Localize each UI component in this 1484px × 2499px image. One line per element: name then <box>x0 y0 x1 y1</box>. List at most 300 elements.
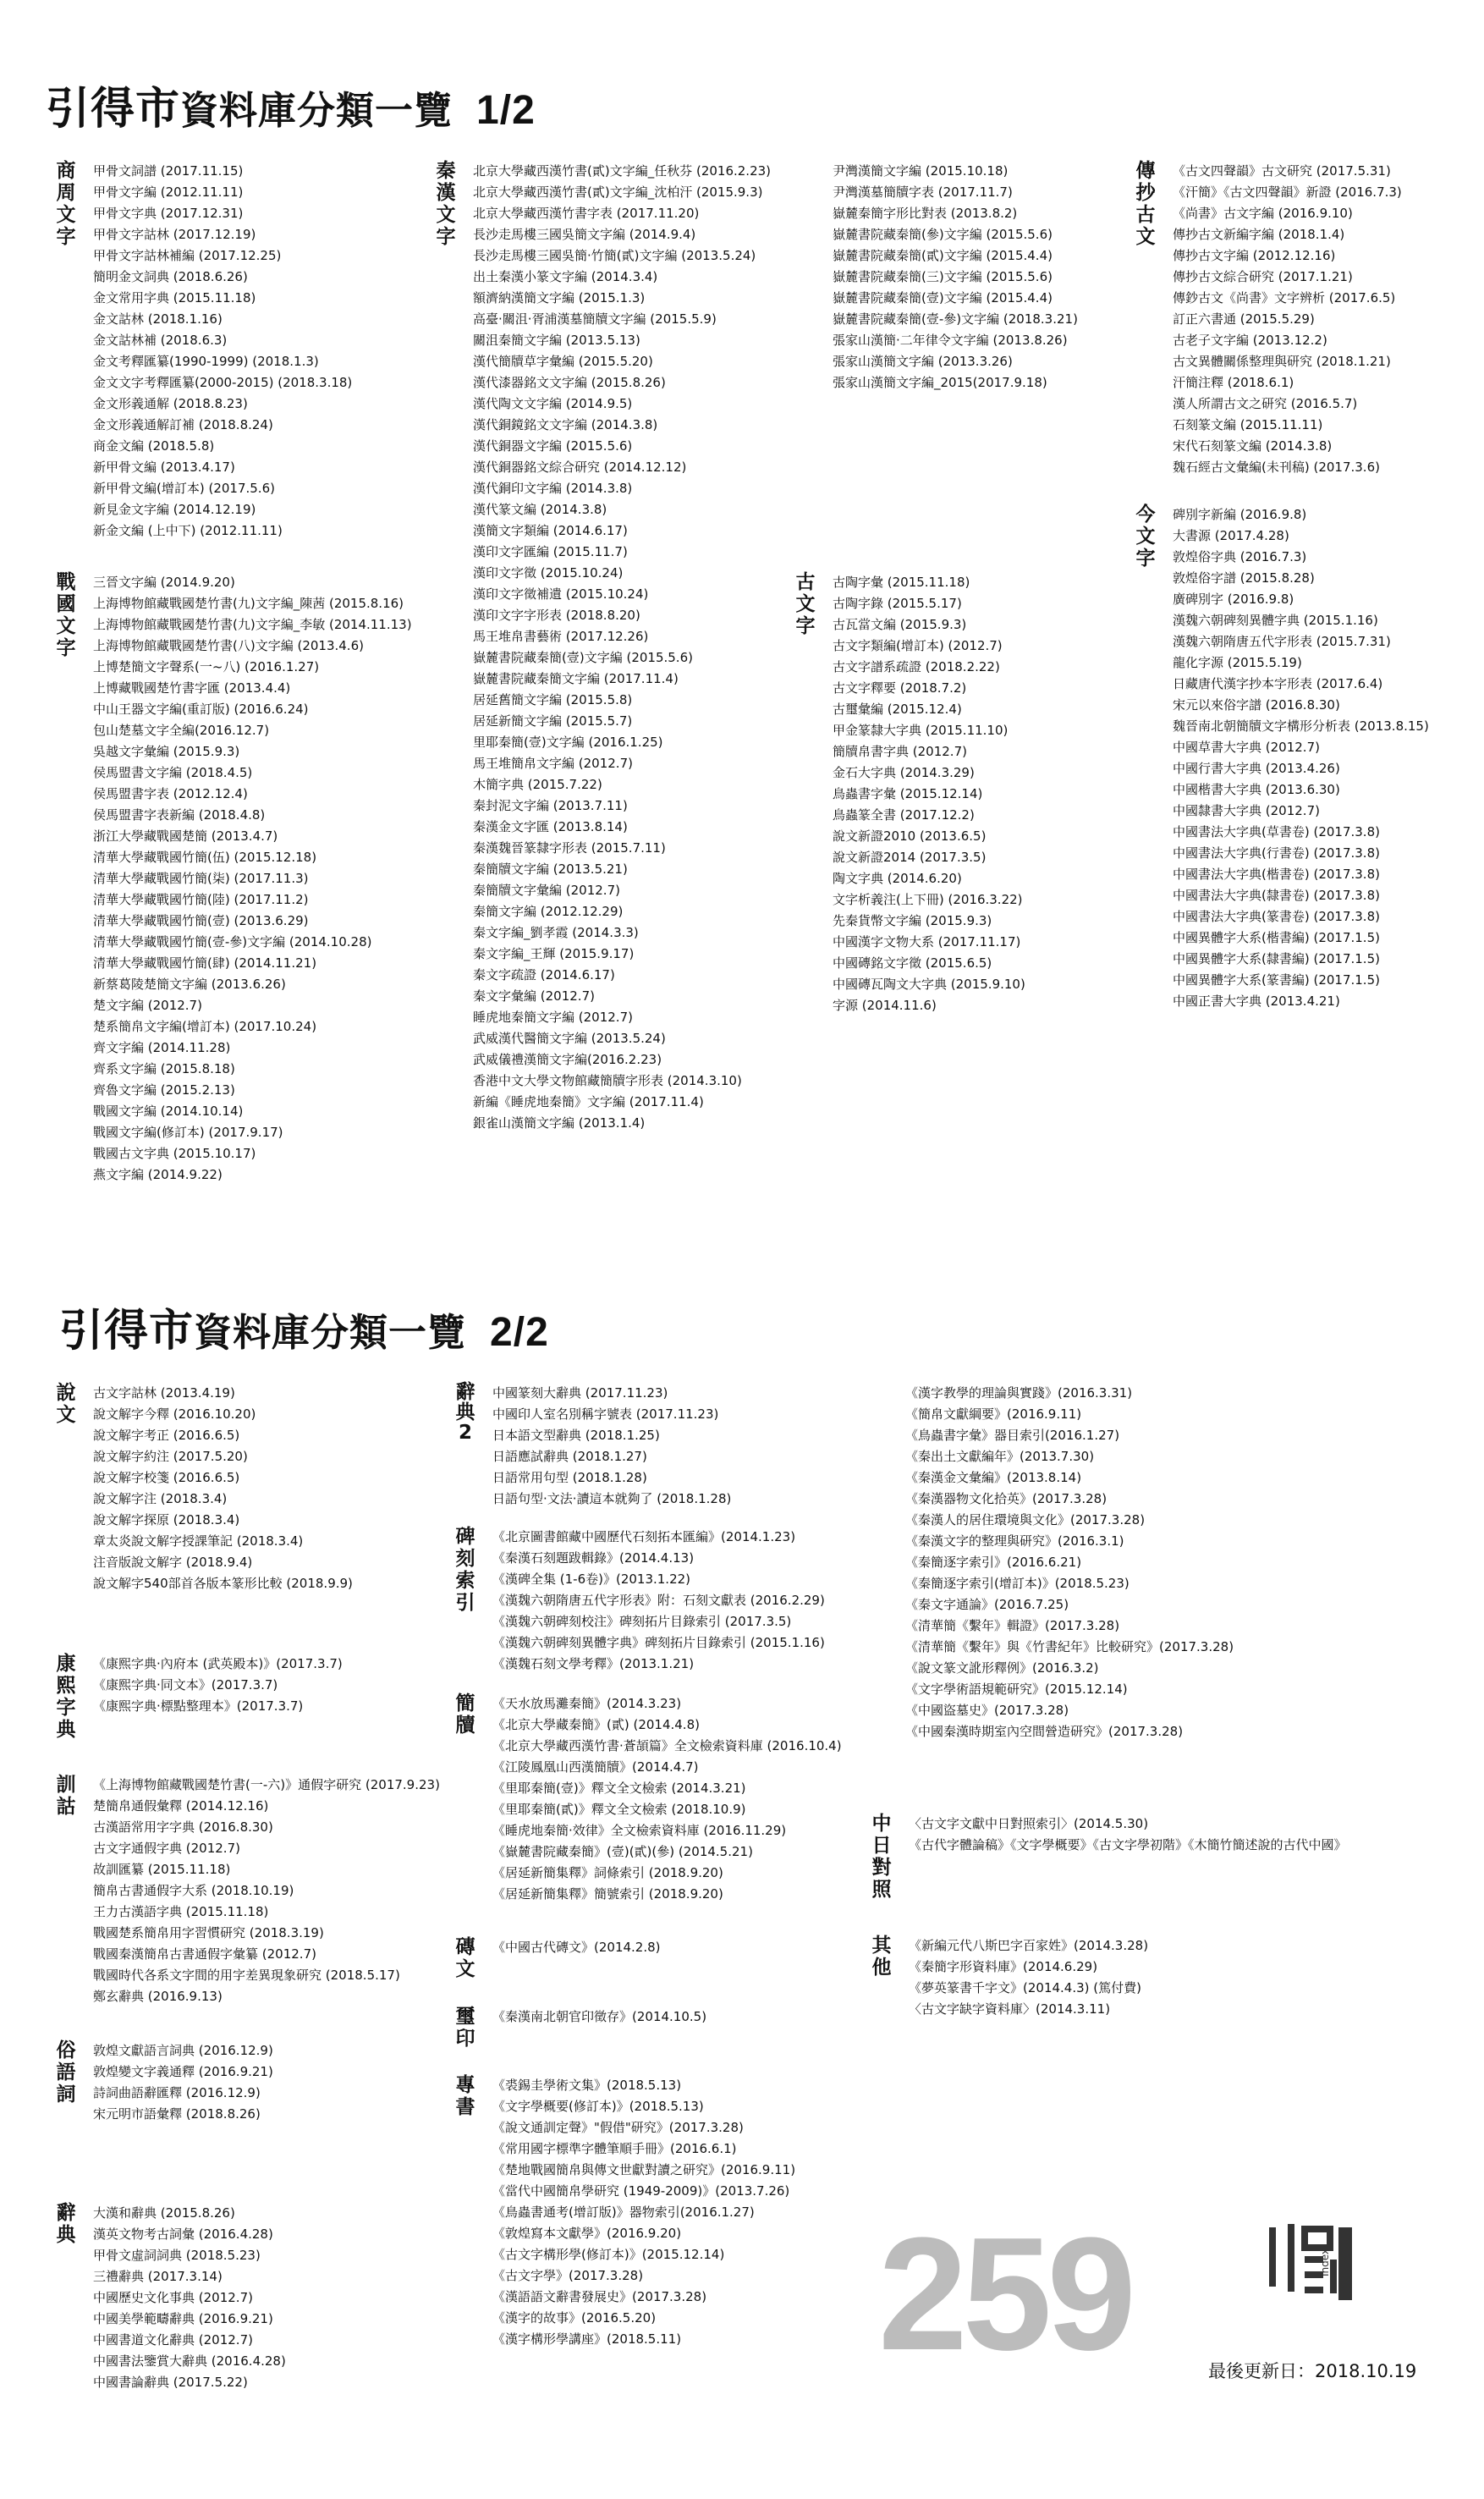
list-item[interactable]: 《漢魏六朝碑刻校注》碑刻拓片目錄索引 (2017.3.5) <box>492 1614 792 1629</box>
title-text: 資料庫分類一覽 <box>194 1310 467 1355</box>
list-item[interactable]: 新甲骨文編(增訂本) (2017.5.6) <box>93 481 275 496</box>
list-item[interactable]: 《說文通訓定聲》"假借"研究》(2017.3.28) <box>492 2120 744 2135</box>
list-item[interactable]: 中國篆刻大辭典 (2017.11.23) <box>492 1385 668 1401</box>
list-item[interactable]: 清華大學藏戰國竹簡(陸) (2017.11.2) <box>93 892 309 907</box>
list-item[interactable]: 《漢魏六朝隋唐五代字形表》附：石刻文獻表 (2016.2.29) <box>492 1593 825 1608</box>
list-item[interactable]: 新金文編 (上中下) (2012.11.11) <box>93 523 283 538</box>
list-item[interactable]: 龍化字源 (2015.5.19) <box>1173 655 1302 670</box>
entry-list <box>1173 161 1402 478</box>
list-item[interactable]: 《新編元代八斯巴字百家姓》(2014.3.28) <box>909 1938 1149 1953</box>
list-item[interactable]: 居延新簡文字編 (2015.5.7) <box>473 713 633 729</box>
list-item[interactable]: 說文解字探原 (2018.3.4) <box>93 1512 240 1527</box>
list-item[interactable]: 香港中文大學文物館藏簡牘字形表 (2014.3.10) <box>473 1073 742 1088</box>
list-item[interactable]: 武威儀禮漢簡文字編(2016.2.23) <box>473 1052 662 1067</box>
list-item[interactable]: 王力古漢語字典 (2015.11.18) <box>93 1904 269 1919</box>
list-item[interactable]: 〈古文字文獻中日對照索引〉(2014.5.30) <box>909 1816 1149 1831</box>
list-item[interactable]: 漢魏六朝隋唐五代字形表 (2015.7.31) <box>1173 634 1391 649</box>
list-item[interactable]: 出土秦漢小篆文字編 (2014.3.4) <box>473 269 658 284</box>
list-item[interactable]: 新蔡葛陵楚簡文字編 (2013.6.26) <box>93 977 286 992</box>
list-item[interactable]: 中國行書大字典 (2013.4.26) <box>1173 761 1340 776</box>
list-item[interactable]: 《清華簡《繫年》與《竹書紀年》比較研究》(2017.3.28) <box>905 1639 1234 1654</box>
list-item[interactable]: 秦簡文字編 (2012.12.29) <box>473 904 624 919</box>
list-item[interactable]: 《漢語語文辭書發展史》(2017.3.28) <box>492 2289 707 2304</box>
list-item[interactable]: 《夢英篆書千字文》(2014.4.3) (篤付費) <box>909 1980 1141 1995</box>
list-item[interactable]: 三晉文字編 (2014.9.20) <box>93 575 235 590</box>
list-item[interactable]: 新甲骨文編 (2013.4.17) <box>93 460 235 475</box>
list-item[interactable]: 中國磚瓦陶文大字典 (2015.9.10) <box>833 977 1025 992</box>
list-item[interactable]: 甲骨文字詁林 (2017.12.19) <box>93 227 256 242</box>
list-item[interactable]: 敦煌俗字譜 (2015.8.28) <box>1173 570 1315 586</box>
list-item[interactable]: 中國漢字文物大系 (2017.11.17) <box>833 934 1021 950</box>
list-item[interactable]: 鳥蟲篆全書 (2017.12.2) <box>833 807 975 823</box>
list-item[interactable]: 《秦漢金文彙編》(2013.8.14) <box>905 1470 1082 1485</box>
list-item[interactable]: 上海博物館藏戰國楚竹書(八)文字編 (2013.4.6) <box>93 638 364 653</box>
list-item[interactable]: 中山王器文字編(重訂版) (2016.6.24) <box>93 702 309 717</box>
list-item[interactable]: 中國楷書大字典 (2013.6.30) <box>1173 782 1340 797</box>
list-item[interactable]: 《漢魏六朝碑刻異體字典》碑刻拓片目錄索引 (2015.1.16) <box>492 1635 825 1650</box>
list-item[interactable]: 秦封泥文字編 (2013.7.11) <box>473 798 628 813</box>
list-item[interactable]: 古漢語常用字字典 (2016.8.30) <box>93 1819 273 1835</box>
list-item[interactable]: 文字析義注(上下冊) (2016.3.22) <box>833 892 1023 907</box>
list-item[interactable]: 大書源 (2017.4.28) <box>1173 528 1289 543</box>
entry-list <box>93 1775 440 2007</box>
list-item[interactable]: 先秦貨幣文字編 (2015.9.3) <box>833 913 992 928</box>
list-item[interactable]: 金石大字典 (2014.3.29) <box>833 765 975 780</box>
list-item[interactable]: 《北京大學藏西漢竹書‧蒼頡篇》全文檢索資料庫 (2016.10.4) <box>492 1738 842 1753</box>
list-item[interactable]: 清華大學藏戰國竹簡(柒) (2017.11.3) <box>93 871 309 886</box>
list-item[interactable]: 北京大學藏西漢竹書(貳)文字編_任秋芬 (2016.2.23) <box>473 163 772 179</box>
list-item[interactable]: 漢代漆器銘文文字編 (2015.8.26) <box>473 375 666 390</box>
category-label: 碑刻索引 <box>455 1526 475 1614</box>
list-item[interactable]: 新編《睡虎地秦簡》文字編 (2017.11.4) <box>473 1094 704 1109</box>
list-item[interactable]: 古陶字彙 (2015.11.18) <box>833 575 970 590</box>
list-item[interactable]: 《古文字學》(2017.3.28) <box>492 2268 644 2283</box>
title-brand: 引得市 <box>46 84 181 135</box>
category-label: 秦漢文字 <box>436 160 456 248</box>
list-item[interactable]: 嶽麓秦簡字形比對表 (2013.8.2) <box>833 206 1018 221</box>
list-item[interactable]: 中國美學範疇辭典 (2016.9.21) <box>93 2311 273 2326</box>
list-item[interactable]: 齊魯文字編 (2015.2.13) <box>93 1082 235 1098</box>
list-item[interactable]: 楚文字編 (2012.7) <box>93 998 202 1013</box>
list-item[interactable]: 傳抄古文綜合研究 (2017.1.21) <box>1173 269 1353 284</box>
list-item[interactable]: 漢代銅器文字編 (2015.5.6) <box>473 438 633 454</box>
list-item[interactable]: 碑別字新編 (2016.9.8) <box>1173 507 1307 522</box>
list-item[interactable]: 關沮秦簡文字編 (2013.5.13) <box>473 333 640 348</box>
list-item[interactable]: 古文字通假字典 (2012.7) <box>93 1841 240 1856</box>
list-item[interactable]: 齊系文字編 (2015.8.18) <box>93 1061 235 1076</box>
list-item[interactable]: 古文字譜系疏證 (2018.2.22) <box>833 659 1000 674</box>
list-item[interactable]: 章太炎說文解字授課筆記 (2018.3.4) <box>93 1533 304 1549</box>
list-item[interactable]: 燕文字編 (2014.9.22) <box>93 1167 223 1182</box>
list-item[interactable]: 中國書法大字典(草書卷) (2017.3.8) <box>1173 824 1380 839</box>
list-item[interactable]: 上海博物館藏戰國楚竹書(九)文字編_李敏 (2014.11.13) <box>93 617 412 632</box>
list-item[interactable]: 鳥蟲書字彙 (2015.12.14) <box>833 786 983 801</box>
category-label: 辭典2 <box>455 1381 475 1444</box>
list-item[interactable]: 傳抄古文字編 (2012.12.16) <box>1173 248 1336 263</box>
list-item[interactable]: 《秦文字通論》(2016.7.25) <box>905 1597 1069 1612</box>
list-item[interactable]: 《康熙字典‧同文本》(2017.3.7) <box>93 1677 278 1693</box>
list-item[interactable]: 甲金篆隸大字典 (2015.11.10) <box>833 723 1009 738</box>
entry-list <box>93 1654 343 1717</box>
list-item[interactable]: 楚系簡帛文字編(增訂本) (2017.10.24) <box>93 1019 317 1034</box>
list-item[interactable]: 敦煌俗字典 (2016.7.3) <box>1173 549 1307 564</box>
list-item[interactable]: 秦文字編_王輝 (2015.9.17) <box>473 946 635 961</box>
list-item[interactable]: 浙江大學藏戰國楚簡 (2013.4.7) <box>93 828 278 844</box>
list-item[interactable]: 大漢和辭典 (2015.8.26) <box>93 2205 235 2221</box>
list-item[interactable]: 中國書法大字典(篆書卷) (2017.3.8) <box>1173 909 1380 924</box>
list-item[interactable]: 尹灣漢簡文字編 (2015.10.18) <box>833 163 1009 179</box>
entry-list <box>492 1937 661 1958</box>
list-item[interactable]: 中國隸書大字典 (2012.7) <box>1173 803 1320 818</box>
list-item[interactable]: 宋代石刻篆文編 (2014.3.8) <box>1173 438 1333 454</box>
list-item[interactable]: 甲骨文字典 (2017.12.31) <box>93 206 244 221</box>
list-item[interactable]: 居延舊簡文字編 (2015.5.8) <box>473 692 633 707</box>
list-item[interactable]: 漢代陶文文字編 (2014.9.5) <box>473 396 633 411</box>
category-label: 傳抄古文 <box>1135 160 1156 248</box>
list-item[interactable]: 金文詁林補 (2018.6.3) <box>93 333 228 348</box>
list-item[interactable]: 漢代銅器銘文綜合研究 (2014.12.12) <box>473 460 687 475</box>
list-item[interactable]: 甲骨文字編 (2012.11.11) <box>93 184 244 200</box>
list-item[interactable]: 《秦簡字形資料庫》(2014.6.29) <box>909 1959 1098 1974</box>
entry-list <box>492 1693 842 1905</box>
list-item[interactable]: 武威漢代醫簡文字編 (2013.5.24) <box>473 1031 666 1046</box>
list-item[interactable]: 清華大學藏戰國竹簡(壹-參)文字編 (2014.10.28) <box>93 934 372 950</box>
list-item[interactable]: 《古文四聲韻》古文研究 (2017.5.31) <box>1173 163 1391 179</box>
list-item[interactable]: 金文形義通解 (2018.8.23) <box>93 396 248 411</box>
list-item[interactable]: 日語句型‧文法‧讀這本就夠了 (2018.1.28) <box>492 1491 732 1506</box>
list-item[interactable]: 《中國盜墓史》(2017.3.28) <box>905 1703 1069 1718</box>
entry-list <box>492 1383 731 1510</box>
list-item[interactable]: 甲骨文字詁林補編 (2017.12.25) <box>93 248 282 263</box>
list-item[interactable]: 漢代銅鏡銘文文字編 (2014.3.8) <box>473 417 658 432</box>
list-item[interactable]: 嶽麓書院藏秦簡(壹)文字編 (2015.5.6) <box>473 650 693 665</box>
list-item[interactable]: 《中國古代磚文》(2014.2.8) <box>492 1940 661 1955</box>
list-item[interactable]: 魏晉南北朝簡牘文字構形分析表 (2013.8.15) <box>1173 718 1429 734</box>
list-item[interactable]: 吳越文字彙編 (2015.9.3) <box>93 744 240 759</box>
list-item[interactable]: 戰國時代各系文字間的用字差異現象研究 (2018.5.17) <box>93 1968 400 1983</box>
list-item[interactable]: 簡牘帛書字典 (2012.7) <box>833 744 967 759</box>
list-item[interactable]: 《天水放馬灘秦簡》(2014.3.23) <box>492 1696 682 1711</box>
list-item[interactable]: 《鳥蟲書字彙》器目索引(2016.1.27) <box>905 1428 1120 1443</box>
list-item[interactable]: 說文解字考正 (2016.6.5) <box>93 1428 240 1443</box>
list-item[interactable]: 漢簡文字類編 (2014.6.17) <box>473 523 628 538</box>
list-item[interactable]: 《文字學概要(修訂本)》(2018.5.13) <box>492 2099 704 2114</box>
list-item[interactable]: 中國書道文化辭典 (2012.7) <box>93 2332 253 2348</box>
list-item[interactable]: 中國歷史文化事典 (2012.7) <box>93 2290 253 2305</box>
list-item[interactable]: 《文字學術語規範研究》(2015.12.14) <box>905 1682 1128 1697</box>
list-item[interactable]: 《北京大學藏秦簡》(貳) (2014.4.8) <box>492 1717 700 1732</box>
list-item[interactable]: 敦煌文獻語言詞典 (2016.12.9) <box>93 2043 273 2058</box>
list-item[interactable]: 古瓦當文編 (2015.9.3) <box>833 617 967 632</box>
list-item[interactable]: 《秦出土文獻編年》(2013.7.30) <box>905 1449 1095 1464</box>
list-item[interactable]: 《常用國字標準字體筆順手冊》(2016.6.1) <box>492 2141 737 2156</box>
list-item[interactable]: 秦簡牘文字彙編 (2012.7) <box>473 883 620 898</box>
list-item[interactable]: 中國草書大字典 (2012.7) <box>1173 740 1320 755</box>
list-item[interactable]: 侯馬盟書字表 (2012.12.4) <box>93 786 248 801</box>
list-item[interactable]: 魏石經古文彙編(未刊稿) (2017.3.6) <box>1173 460 1380 475</box>
last-updated: 最後更新日：2018.10.19 <box>1208 2361 1417 2381</box>
list-item[interactable]: 中國書論辭典 (2017.5.22) <box>93 2375 248 2390</box>
list-item[interactable]: 馬王堆簡帛文字編 (2012.7) <box>473 756 633 771</box>
list-item[interactable]: 楚簡帛通假彙釋 (2014.12.16) <box>93 1798 269 1814</box>
list-item[interactable]: 鄭玄辭典 (2016.9.13) <box>93 1989 223 2004</box>
list-item[interactable]: 里耶秦簡(壹)文字編 (2016.1.25) <box>473 735 663 750</box>
list-item[interactable]: 注音版說文解字 (2018.9.4) <box>93 1555 253 1570</box>
list-item[interactable]: 說文新證2014 (2017.3.5) <box>833 850 987 865</box>
list-item[interactable]: 清華大學藏戰國竹簡(壹) (2013.6.29) <box>93 913 309 928</box>
list-item[interactable]: 《漢字的故事》(2016.5.20) <box>492 2310 657 2326</box>
list-item[interactable]: 《秦漢石刻題跋輯錄》(2014.4.13) <box>492 1550 695 1566</box>
list-item[interactable]: 古璽彙編 (2015.12.4) <box>833 702 962 717</box>
list-item[interactable]: 漢印文字匯編 (2015.11.7) <box>473 544 628 559</box>
list-item[interactable]: 《漢魏石刻文學考釋》(2013.1.21) <box>492 1656 695 1671</box>
list-item[interactable]: 秦文字編_劉孝霞 (2014.3.3) <box>473 925 639 940</box>
list-item[interactable]: 戰國秦漢簡帛古書通假字彙纂 (2012.7) <box>93 1946 316 1962</box>
list-item[interactable]: 漢代銅印文字編 (2014.3.8) <box>473 481 633 496</box>
list-item[interactable]: 《秦簡逐字索引(增訂本)》(2018.5.23) <box>905 1576 1129 1591</box>
list-item[interactable]: 張家山漢簡‧二年律令文字編 (2013.8.26) <box>833 333 1068 348</box>
list-item[interactable]: 說文新證2010 (2013.6.5) <box>833 828 987 844</box>
list-item[interactable]: 新見金文字編 (2014.12.19) <box>93 502 256 517</box>
entry-list <box>93 161 352 542</box>
list-item[interactable]: 金文形義通解訂補 (2018.8.24) <box>93 417 273 432</box>
entry-list <box>1173 504 1429 1012</box>
list-item[interactable]: 戰國文字編(修訂本) (2017.9.17) <box>93 1125 283 1140</box>
list-item[interactable]: 說文解字注 (2018.3.4) <box>93 1491 228 1506</box>
entry-list <box>93 1383 353 1594</box>
list-item[interactable]: 嶽麓書院藏秦簡(參)文字編 (2015.5.6) <box>833 227 1053 242</box>
list-item[interactable]: 陶文字典 (2014.6.20) <box>833 871 962 886</box>
list-item[interactable]: 故訓匯纂 (2015.11.18) <box>93 1862 231 1877</box>
list-item[interactable]: 《江陵鳳凰山西漢簡牘》(2014.4.7) <box>492 1759 699 1775</box>
list-item[interactable]: 《北京圖書館藏中國歷代石刻拓本匯編》(2014.1.23) <box>492 1529 796 1544</box>
list-item[interactable]: 《鳥蟲書通考(增訂版)》器物索引(2016.1.27) <box>492 2205 755 2220</box>
list-item[interactable]: 《尚書》古文字編 (2016.9.10) <box>1173 206 1353 221</box>
list-item[interactable]: 《漢字教學的理論與實踐》(2016.3.31) <box>905 1385 1133 1401</box>
list-item[interactable]: 尹灣漢墓簡牘字表 (2017.11.7) <box>833 184 1013 200</box>
list-item[interactable]: 古文字詁林 (2013.4.19) <box>93 1385 235 1401</box>
list-item[interactable]: 《康熙字典‧標點整理本》(2017.3.7) <box>93 1698 304 1714</box>
list-item[interactable]: 中國正書大字典 (2013.4.21) <box>1173 994 1340 1009</box>
list-item[interactable]: 日本語文型辭典 (2018.1.25) <box>492 1428 660 1443</box>
list-item[interactable]: 《漢字構形學講座》(2018.5.11) <box>492 2331 682 2347</box>
category-label: 俗語詞 <box>56 2039 76 2105</box>
entry-list <box>909 1814 1347 1856</box>
list-item[interactable]: 中國書法大字典(行書卷) (2017.3.8) <box>1173 845 1380 861</box>
title-page-fraction: 2/2 <box>490 1310 549 1355</box>
category-label: 說文 <box>56 1382 76 1426</box>
list-item[interactable]: 上博藏戰國楚竹書字匯 (2013.4.4) <box>93 680 291 696</box>
list-item[interactable]: 中國磚銘文字徵 (2015.6.5) <box>833 955 992 971</box>
list-item[interactable]: 張家山漢簡文字編_2015(2017.9.18) <box>833 375 1047 390</box>
entry-list <box>93 572 412 1186</box>
list-item[interactable]: 商金文編 (2018.5.8) <box>93 438 215 454</box>
list-item[interactable]: 秦簡牘文字編 (2013.5.21) <box>473 861 628 877</box>
list-item[interactable]: 《秦簡逐字索引》(2016.6.21) <box>905 1555 1082 1570</box>
list-item[interactable]: 戰國楚系簡帛用字習慣研究 (2018.3.19) <box>93 1925 324 1940</box>
list-item[interactable]: 北京大學藏西漢竹書字表 (2017.11.20) <box>473 206 700 221</box>
list-item[interactable]: 中國異體字大系(篆書編) (2017.1.5) <box>1173 972 1380 988</box>
title-brand: 引得市 <box>59 1306 195 1357</box>
list-item[interactable]: 清華大學藏戰國竹簡(肆) (2014.11.21) <box>93 955 317 971</box>
list-item[interactable]: 高臺‧關沮‧胥浦漢墓簡牘文字編 (2015.5.9) <box>473 311 717 327</box>
list-item[interactable]: 字源 (2014.11.6) <box>833 998 937 1013</box>
list-item[interactable]: 宋元以來俗字譜 (2016.8.30) <box>1173 697 1340 713</box>
list-item[interactable]: 漢英文物考古詞彙 (2016.4.28) <box>93 2227 273 2242</box>
list-item[interactable]: 金文詁林 (2018.1.16) <box>93 311 223 327</box>
list-item[interactable]: 敦煌變文字義通釋 (2016.9.21) <box>93 2064 273 2079</box>
list-item[interactable]: 嶽麓書院藏秦簡(三)文字編 (2015.5.6) <box>833 269 1053 284</box>
list-item[interactable]: 中國異體字大系(楷書編) (2017.1.5) <box>1173 930 1380 945</box>
list-item[interactable]: 日語常用句型 (2018.1.28) <box>492 1470 647 1485</box>
list-item[interactable]: 上博楚簡文字聲系(一~八) (2016.1.27) <box>93 659 320 674</box>
list-item[interactable]: 金文常用字典 (2015.11.18) <box>93 290 256 305</box>
list-item[interactable]: 《楚地戰國簡帛與傳文世獻對讀之研究》(2016.9.11) <box>492 2162 796 2177</box>
list-item[interactable]: 中國書法鑒賞大辭典 (2016.4.28) <box>93 2353 286 2369</box>
list-item[interactable]: 《居延新簡集釋》簡號索引 (2018.9.20) <box>492 1886 723 1902</box>
entry-list <box>833 161 1078 394</box>
list-item[interactable]: 古文字釋要 (2018.7.2) <box>833 680 967 696</box>
list-item[interactable]: 說文解字今釋 (2016.10.20) <box>93 1406 256 1422</box>
list-item[interactable]: 張家山漢簡文字編 (2013.3.26) <box>833 354 1013 369</box>
list-item[interactable]: 《清華簡《繫年》輯證》(2017.3.28) <box>905 1618 1120 1633</box>
list-item[interactable]: 漢印文字徵補遺 (2015.10.24) <box>473 586 649 602</box>
list-item[interactable]: 《裘錫圭學術文集》(2018.5.13) <box>492 2078 682 2093</box>
list-item[interactable]: 《敦煌寫本文獻學》(2016.9.20) <box>492 2226 682 2241</box>
entry-list <box>492 2006 706 2028</box>
page-title-2 <box>59 1295 549 1358</box>
list-item[interactable]: 漢代篆文編 (2014.3.8) <box>473 502 607 517</box>
list-item[interactable]: 《秦漢器物文化拾英》(2017.3.28) <box>905 1491 1108 1506</box>
list-item[interactable]: 漢魏六朝碑刻異體字典 (2015.1.16) <box>1173 613 1378 628</box>
entry-list <box>833 572 1025 1016</box>
list-item[interactable]: 石刻篆文編 (2015.11.11) <box>1173 417 1323 432</box>
category-label: 訓詁 <box>56 1774 76 1818</box>
list-item[interactable]: 睡虎地秦簡文字編 (2012.7) <box>473 1010 633 1025</box>
list-item[interactable]: 戰國文字編 (2014.10.14) <box>93 1104 244 1119</box>
category-label: 磚文 <box>455 1936 475 1980</box>
list-item[interactable]: 《中國秦漢時期室內空間營造研究》(2017.3.28) <box>905 1724 1184 1739</box>
list-item[interactable]: 訂正六書通 (2015.5.29) <box>1173 311 1315 327</box>
list-item[interactable]: 古文字類編(增訂本) (2012.7) <box>833 638 1003 653</box>
list-item[interactable]: 宋元明市語彙釋 (2018.8.26) <box>93 2106 261 2122</box>
list-item[interactable]: 齊文字編 (2014.11.28) <box>93 1040 231 1055</box>
list-item[interactable]: 《古代字體論稿》《文字學概要》《古文字學初階》《木簡竹簡述說的古代中國》 <box>909 1837 1347 1852</box>
list-item[interactable]: 汗簡注釋 (2018.6.1) <box>1173 375 1294 390</box>
list-item[interactable]: 《睡虎地秦簡‧效律》全文檢索資料庫 (2016.11.29) <box>492 1823 787 1838</box>
category-label: 璽印 <box>455 2006 475 2050</box>
list-item[interactable]: 說文解字540部首各版本篆形比較 (2018.9.9) <box>93 1576 353 1591</box>
list-item[interactable]: 《嶽麓書院藏秦簡》(壹)(貳)(參) (2014.5.21) <box>492 1844 753 1859</box>
list-item[interactable]: 《秦漢文字的整理與研究》(2016.3.1) <box>905 1533 1124 1549</box>
list-item[interactable]: 日藏唐代漢字抄本字形表 (2017.6.4) <box>1173 676 1383 691</box>
list-item[interactable]: 古文異體關係整理與研究 (2018.1.21) <box>1173 354 1391 369</box>
list-item[interactable]: 漢代簡牘草字彙編 (2015.5.20) <box>473 354 653 369</box>
list-item[interactable]: 包山楚墓文字全編(2016.12.7) <box>93 723 270 738</box>
list-item[interactable]: 《古文字構形學(修訂本)》(2015.12.14) <box>492 2247 725 2262</box>
entry-list <box>492 1527 825 1675</box>
list-item[interactable]: 《秦漢人的居住環境與文化》(2017.3.28) <box>905 1512 1146 1527</box>
list-item[interactable]: 秦漢金文字匯 (2013.8.14) <box>473 819 628 834</box>
list-item[interactable]: 戰國古文字典 (2015.10.17) <box>93 1146 256 1161</box>
list-item[interactable]: 木簡字典 (2015.7.22) <box>473 777 602 792</box>
list-item[interactable]: 簡明金文詞典 (2018.6.26) <box>93 269 248 284</box>
category-label: 戰國文字 <box>56 571 76 659</box>
list-item[interactable]: 《里耶秦簡(壹)》釋文全文檢索 (2014.3.21) <box>492 1781 746 1796</box>
list-item[interactable]: 詩詞曲語辭匯釋 (2016.12.9) <box>93 2085 261 2100</box>
list-item[interactable]: 嶽麓書院藏秦簡(壹)文字編 (2015.4.4) <box>833 290 1053 305</box>
entry-list <box>909 1935 1148 2020</box>
list-item[interactable]: 傳鈔古文《尚書》文字辨析 (2017.6.5) <box>1173 290 1396 305</box>
list-item[interactable]: 長沙走馬樓三國吳簡文字編 (2014.9.4) <box>473 227 696 242</box>
list-item[interactable]: 簡帛古書通假字大系 (2018.10.19) <box>93 1883 294 1898</box>
list-item[interactable]: 漢人所謂古文之研究 (2016.5.7) <box>1173 396 1358 411</box>
list-item[interactable]: 《當代中國簡帛學研究 (1949-2009)》(2013.7.26) <box>492 2183 790 2199</box>
list-item[interactable]: 北京大學藏西漢竹書(貳)文字編_沈柏汗 (2015.9.3) <box>473 184 763 200</box>
entry-list <box>93 2040 273 2125</box>
list-item[interactable]: 《居延新簡集釋》詞條索引 (2018.9.20) <box>492 1865 723 1880</box>
list-item[interactable]: 中國印人室名別稱字號表 (2017.11.23) <box>492 1406 719 1422</box>
list-item[interactable]: 漢印文字徵 (2015.10.24) <box>473 565 624 581</box>
category-label: 中日對照 <box>871 1813 892 1901</box>
list-item[interactable]: 〈古文字缺字資料庫〉(2014.3.11) <box>909 2001 1111 2017</box>
list-item[interactable]: 《康熙字典‧內府本 (武英殿本)》(2017.3.7) <box>93 1656 343 1671</box>
list-item[interactable]: 古陶字錄 (2015.5.17) <box>833 596 962 611</box>
list-item[interactable]: 上海博物館藏戰國楚竹書(九)文字編_陳茜 (2015.8.16) <box>93 596 404 611</box>
list-item[interactable]: 《汗簡》《古文四聲韻》新證 (2016.7.3) <box>1173 184 1402 200</box>
list-item[interactable]: 中國書法大字典(隸書卷) (2017.3.8) <box>1173 888 1380 903</box>
list-item[interactable]: 長沙走馬樓三國吳簡‧竹簡(貳)文字編 (2013.5.24) <box>473 248 756 263</box>
list-item[interactable]: 甲骨文虛詞詞典 (2018.5.23) <box>93 2248 261 2263</box>
list-item[interactable]: 清華大學藏戰國竹簡(伍) (2015.12.18) <box>93 850 317 865</box>
list-item[interactable]: 中國異體字大系(隸書編) (2017.1.5) <box>1173 951 1380 966</box>
list-item[interactable]: 嶽麓書院藏秦簡(貳)文字編 (2015.4.4) <box>833 248 1053 263</box>
category-label: 簡牘 <box>455 1693 475 1737</box>
list-item[interactable]: 秦漢魏晉篆隸字形表 (2015.7.11) <box>473 840 666 856</box>
list-item[interactable]: 金文文字考釋匯纂(2000-2015) (2018.3.18) <box>93 375 353 390</box>
list-item[interactable]: 秦文字疏證 (2014.6.17) <box>473 967 615 983</box>
list-item[interactable]: 銀雀山漢簡文字編 (2013.1.4) <box>473 1115 646 1131</box>
list-item[interactable]: 《簡帛文獻綱要》(2016.9.11) <box>905 1406 1082 1422</box>
list-item[interactable]: 日語應試辭典 (2018.1.27) <box>492 1449 647 1464</box>
list-item[interactable]: 說文解字校箋 (2016.6.5) <box>93 1470 240 1485</box>
list-item[interactable]: 三禮辭典 (2017.3.14) <box>93 2269 223 2284</box>
list-item[interactable]: 傳抄古文新編字編 (2018.1.4) <box>1173 227 1345 242</box>
list-item[interactable]: 甲骨文詞譜 (2017.11.15) <box>93 163 244 179</box>
category-label: 辭典 <box>56 2202 76 2246</box>
list-item[interactable]: 秦文字彙編 (2012.7) <box>473 988 595 1004</box>
list-item[interactable]: 漢印文字字形表 (2018.8.20) <box>473 608 640 623</box>
list-item[interactable]: 額濟納漢簡文字編 (2015.1.3) <box>473 290 646 305</box>
list-item[interactable]: 廣碑別字 (2016.9.8) <box>1173 592 1294 607</box>
list-item[interactable]: 嶽麓書院藏秦簡(壹-參)文字編 (2018.3.21) <box>833 311 1078 327</box>
list-item[interactable]: 馬王堆帛書藝術 (2017.12.26) <box>473 629 649 644</box>
list-item[interactable]: 《上海博物館藏戰國楚竹書(一-六)》通假字研究 (2017.9.23) <box>93 1777 440 1792</box>
list-item[interactable]: 中國書法大字典(楷書卷) (2017.3.8) <box>1173 867 1380 882</box>
list-item[interactable]: 金文考釋匯纂(1990-1999) (2018.1.3) <box>93 354 319 369</box>
category-label: 古文字 <box>795 571 816 637</box>
list-item[interactable]: 嶽麓書院藏秦簡文字編 (2017.11.4) <box>473 671 679 686</box>
list-item[interactable]: 說文解字約注 (2017.5.20) <box>93 1449 248 1464</box>
list-item[interactable]: 侯馬盟書字表新編 (2018.4.8) <box>93 807 266 823</box>
list-item[interactable]: 《里耶秦簡(貳)》釋文全文檢索 (2018.10.9) <box>492 1802 746 1817</box>
list-item[interactable]: 侯馬盟書文字編 (2018.4.5) <box>93 765 253 780</box>
list-item[interactable]: 《漢碑全集 (1-6卷)》(2013.1.22) <box>492 1572 691 1587</box>
list-item[interactable]: 古老子文字編 (2013.12.2) <box>1173 333 1327 348</box>
list-item[interactable]: 《說文篆文訛形釋例》(2016.3.2) <box>905 1660 1099 1676</box>
category-label: 今文字 <box>1135 504 1156 570</box>
list-item[interactable]: 《秦漢南北朝官印徵存》(2014.10.5) <box>492 2009 707 2024</box>
